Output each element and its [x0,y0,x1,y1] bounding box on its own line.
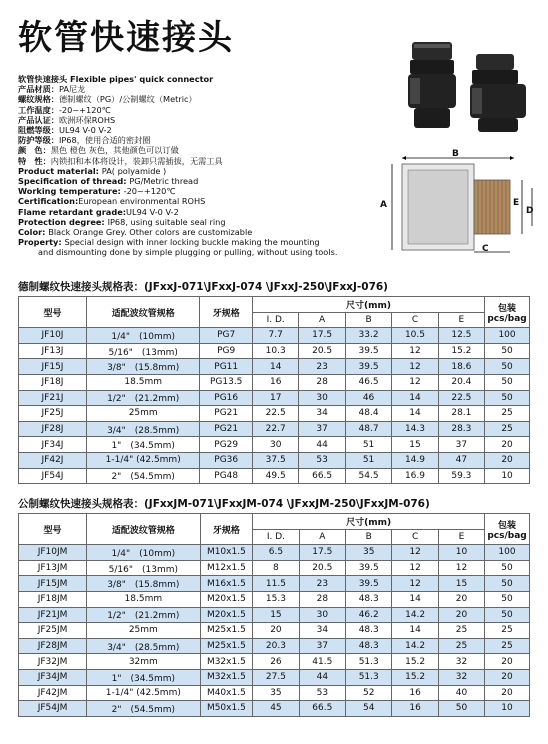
table-cell: JF21JM [19,607,87,623]
header-b: B [345,312,391,328]
table-cell: 50 [485,359,530,375]
table-cell: 16 [252,374,298,390]
table-cell: 15.2 [392,654,438,670]
spec-value: UL94 V-0 V-2 [58,125,112,136]
table-cell: 10 [438,545,484,561]
table-cell: JF25J [19,406,87,422]
table-cell: M25x1.5 [200,623,253,639]
spec-label: Product material: [18,165,102,176]
table-cell: 20 [438,607,484,623]
table2-title: 公制螺纹快速接头规格表：(JFxxJM-071\JFxxJM-074 \JFxxJM-250\JFxxJM-076) [18,498,430,510]
diagram-label-b: B [452,149,459,159]
table-cell: 46.2 [346,607,392,623]
table-cell: 25 [438,623,484,639]
table-cell: JF54JM [19,701,87,717]
spec-value: Special design with inner locking buckle making the mounting [64,237,320,248]
table-row [19,685,530,701]
diagram-label-c: C [482,244,489,254]
table-cell: M25x1.5 [200,638,253,654]
table-cell: 25mm [87,623,200,639]
table-cell: 10 [485,701,530,717]
table-cell: 20 [485,654,530,670]
table-cell: 10.3 [252,343,298,359]
table-cell: 3/8" (15.8mm) [86,359,199,375]
table-cell: 2" (54.5mm) [87,701,200,717]
table-cell: 3/4" (28.5mm) [86,421,199,437]
table-row [19,669,530,685]
table-row [19,591,530,607]
table-row [19,545,530,561]
table-cell: JF32JM [19,654,87,670]
table-cell: 17 [252,390,298,406]
table-row [19,437,530,453]
table-cell: 49.5 [252,468,298,484]
spec-row [18,247,358,257]
table-cell: 44 [299,437,345,453]
table-cell: 15 [392,437,438,453]
table-cell: 11.5 [253,576,299,592]
table-cell: 14.9 [392,452,438,468]
table-cell: 25mm [86,406,199,422]
table-cell: 32 [438,654,484,670]
table-row [19,638,530,654]
table-cell: JF28JM [19,638,87,654]
diagram-label-e: E [513,198,520,208]
spec-row [18,166,358,176]
spec-value: PA尼龙 [58,84,86,95]
spec-row [18,125,358,135]
table-cell: M32x1.5 [200,669,253,685]
table-cell: 20.3 [253,638,299,654]
table-cell: 34 [299,623,345,639]
spec-value: 德制螺纹（PG）/公制螺纹（Metric） [58,94,197,105]
spec-label: 颜 色： [18,145,51,156]
spec-value: 内锁扣和本体将设计，装卸只需插拔，无需工具 [50,155,223,166]
table-cell: 12 [392,560,438,576]
header-c: C [392,312,438,328]
table-cell: JF21J [19,390,87,406]
table-row [19,421,530,437]
table-cell: 100 [485,545,530,561]
table-row [19,701,530,717]
spec-row [18,135,358,145]
table-cell: 12 [438,560,484,576]
table-cell: 37 [299,638,345,654]
table-cell: PG48 [200,468,253,484]
spec-label: Certification: [18,196,79,207]
table-cell: JF13J [19,343,87,359]
table-cell: 39.5 [345,343,391,359]
table-cell: 50 [485,591,530,607]
table-cell: 50 [485,607,530,623]
table-cell: 1-1/4" (42.5mm) [86,452,199,468]
table-cell: PG11 [200,359,253,375]
spec-row [18,84,358,94]
header-e: E [438,312,484,328]
table-cell: 27.5 [253,669,299,685]
header-pack: 包装 pcs/bag [485,514,530,545]
table-cell: JF42J [19,452,87,468]
spec-row [18,145,358,155]
table-cell: 53 [299,685,345,701]
table-cell: 1/4" (10mm) [87,545,200,561]
spec-row [18,156,358,166]
table-cell: 51 [345,452,391,468]
table-cell: 20 [253,623,299,639]
table-cell: M10x1.5 [200,545,253,561]
table-cell: 15 [438,576,484,592]
table-cell: JF18JM [19,591,87,607]
table-cell: 48.7 [345,421,391,437]
table-cell: PG29 [200,437,253,453]
spec-value: 欧洲环保ROHS [58,114,116,125]
table-cell: 35 [253,685,299,701]
header-model: 型号 [19,514,87,545]
table1-title: 德制螺纹快速接头规格表：(JFxxJ-071\JFxxJ-074 \JFxxJ-250\JFxxJ-076) [18,281,388,293]
table-cell: JF34JM [19,669,87,685]
table-cell: 51.3 [346,669,392,685]
table-cell: 48.4 [345,406,391,422]
spec-value: and dismounting done by simple plugging or pulling, without using tools. [38,247,338,258]
table-cell: 22.5 [438,390,484,406]
table-cell: 17.5 [299,545,345,561]
header-hose: 适配波纹管规格 [86,297,199,328]
table-row [19,359,530,375]
spec-value: PG/Metric thread [129,176,199,187]
header-dims: 尺寸(mm) [253,514,485,530]
table2-body [19,545,530,717]
table-cell: 16 [392,701,438,717]
table-cell: 18.5mm [86,374,199,390]
table-cell: 45 [253,701,299,717]
spec-value: UL94 V-0 V-2 [126,206,179,217]
table-cell: 20.4 [438,374,484,390]
table-cell: 35 [346,545,392,561]
table-row [19,328,530,344]
spec-list [18,74,358,258]
table-cell: 17.5 [299,328,345,344]
table-cell: 14.2 [392,607,438,623]
table-cell: 20 [485,437,530,453]
table-cell: 34 [299,406,345,422]
spec-row [18,105,358,115]
table-cell: PG7 [200,328,253,344]
table-row [19,623,530,639]
table-cell: 12 [392,359,438,375]
table-cell: 100 [485,328,530,344]
spec-row [18,74,358,84]
table-cell: 28 [299,374,345,390]
table-cell: 18.6 [438,359,484,375]
table-cell: 12.5 [438,328,484,344]
header-thread: 牙规格 [200,514,253,545]
table-cell: 16 [392,685,438,701]
spec-label: 防护等级： [18,135,59,146]
table-cell: JF54J [19,468,87,484]
header-id: I. D. [253,529,299,545]
table-cell: 20 [485,452,530,468]
header-pack: 包装 pcs/bag [485,297,530,328]
table-cell: 23 [299,359,345,375]
table-cell: 22.7 [252,421,298,437]
table-cell: 44 [299,669,345,685]
spec-row [18,176,358,186]
table-cell: 28.1 [438,406,484,422]
header-c: C [392,529,438,545]
table-cell: 46.5 [345,374,391,390]
header-a: A [299,529,345,545]
table-cell: 3/4" (28.5mm) [87,638,200,654]
table-cell: 59.3 [438,468,484,484]
table-cell: 6.5 [253,545,299,561]
table-cell: 39.5 [345,359,391,375]
spec-label: 产品材质： [18,84,59,95]
table-cell: 15.2 [438,343,484,359]
spec-row [18,186,358,196]
spec-value: 黑色 橙色 灰色，其他颜色可以订做 [50,145,179,156]
table-cell: 14 [392,390,438,406]
spec-label: 螺纹规格： [18,94,59,105]
table-cell: 20 [438,591,484,607]
product-photo [400,38,540,136]
table-cell: 30 [299,390,345,406]
table-cell: 30 [252,437,298,453]
table-cell: 12 [392,545,438,561]
table-cell: 22.5 [252,406,298,422]
table-cell: 12 [392,576,438,592]
table-cell: 14.3 [392,421,438,437]
table-cell: 16.9 [392,468,438,484]
table-cell: 50 [485,343,530,359]
spec-row [18,196,358,206]
table-row [19,654,530,670]
table-row [19,374,530,390]
table-cell: 66.5 [299,468,345,484]
table-cell: 50 [485,560,530,576]
table-cell: 2" (54.5mm) [86,468,199,484]
table-cell: 28 [299,591,345,607]
header-a: A [299,312,345,328]
spec-value: IP68，使用合适的密封圈 [58,135,151,146]
table-cell: M40x1.5 [200,685,253,701]
header-thread: 牙规格 [200,297,253,328]
table-cell: JF18J [19,374,87,390]
table-cell: PG13.5 [200,374,253,390]
table-cell: M16x1.5 [200,576,253,592]
table-cell: 51.3 [346,654,392,670]
spec-value: IP68, using suitable seal ring [107,216,226,227]
table-cell: 51 [345,437,391,453]
table-cell: M32x1.5 [200,654,253,670]
spec-label: Color: [18,227,49,238]
spec-label: Protection degree: [18,216,108,227]
table-cell: 1-1/4" (42.5mm) [87,685,200,701]
table-cell: 12 [392,343,438,359]
spec-row [18,115,358,125]
table-cell: 25 [485,623,530,639]
table-cell: 37 [438,437,484,453]
table-cell: 33.2 [345,328,391,344]
spec-value: European environmental ROHS [78,196,206,207]
table-row [19,560,530,576]
table-cell: PG21 [200,406,253,422]
spec-label: Property: [18,237,65,248]
table-cell: 20.5 [299,560,345,576]
table-cell: 1/4" (10mm) [86,328,199,344]
table-cell: 40 [438,685,484,701]
table-cell: 39.5 [346,576,392,592]
table-cell: M20x1.5 [200,591,253,607]
header-id: I. D. [252,312,298,328]
header-hose: 适配波纹管规格 [87,514,200,545]
table-cell: JF25JM [19,623,87,639]
table-cell: 50 [485,576,530,592]
table-cell: 23 [299,576,345,592]
table-cell: 41.5 [299,654,345,670]
table-cell: 14 [252,359,298,375]
table-cell: 32mm [87,654,200,670]
table-row [19,607,530,623]
table-cell: 3/8" (15.8mm) [87,576,200,592]
table2 [18,513,530,717]
spec-row [18,227,358,237]
table-cell: 50 [485,390,530,406]
table-cell: 20.5 [299,343,345,359]
spec-row [18,207,358,217]
spec-value: Black Orange Grey. Other colors are customizable [48,227,253,238]
spec-row [18,94,358,104]
table-cell: 28.3 [438,421,484,437]
table-cell: M50x1.5 [200,701,253,717]
table-cell: 20 [485,669,530,685]
table-cell: 26 [253,654,299,670]
table-cell: 15.3 [253,591,299,607]
table-cell: 25 [485,638,530,654]
spec-value: -20~+120℃ [123,186,176,197]
table-cell: 1/2" (21.2mm) [86,390,199,406]
header-model: 型号 [19,297,87,328]
table-cell: 48.3 [346,591,392,607]
spec-value: -20~+120℃ [58,104,111,115]
header-e: E [438,529,484,545]
page-title: 软管快速接头 [18,18,234,58]
diagram-label-a: A [380,200,387,210]
table-cell: 7.7 [252,328,298,344]
table-cell: 30 [299,607,345,623]
table-cell: 47 [438,452,484,468]
table-row [19,468,530,484]
table-cell: JF34J [19,437,87,453]
table-cell: 1" (34.5mm) [86,437,199,453]
table-cell: JF15JM [19,576,87,592]
table-cell: 50 [438,701,484,717]
table-cell: JF13JM [19,560,87,576]
table-row [19,390,530,406]
table-cell: 46 [345,390,391,406]
table-cell: 25 [485,406,530,422]
spec-label: 特 性： [18,155,51,166]
table-row [19,343,530,359]
table-cell: 20 [485,685,530,701]
table-row [19,576,530,592]
spec-row [18,237,358,247]
table-cell: 66.5 [299,701,345,717]
table-cell: JF15J [19,359,87,375]
connector-right-image [470,54,526,132]
table-cell: 54 [346,701,392,717]
spec-label: Specification of thread: [18,176,130,187]
table-cell: 12 [392,374,438,390]
table-cell: 48.3 [346,623,392,639]
spec-label: Flame retardant grade: [18,206,127,217]
table-cell: 25 [485,421,530,437]
table-row [19,406,530,422]
table-cell: 52 [346,685,392,701]
table-cell: 10 [485,468,530,484]
table-cell: 54.5 [345,468,391,484]
table-cell: 37.5 [252,452,298,468]
table-cell: 10.5 [392,328,438,344]
table-cell: 37 [299,421,345,437]
table-cell: 5/16" (13mm) [87,560,200,576]
spec-label: 阻燃等级： [18,125,59,136]
table-cell: 48.3 [346,638,392,654]
table-cell: 15 [253,607,299,623]
table-cell: PG21 [200,421,253,437]
spec-label: 软管快速接头 Flexible pipes' quick connector [18,74,214,84]
table-cell: 53 [299,452,345,468]
table-cell: JF10J [19,328,87,344]
table-cell: JF42JM [19,685,87,701]
spec-label: 产品认证： [18,114,59,125]
header-dims: 尺寸(mm) [252,297,484,313]
table-cell: 18.5mm [87,591,200,607]
table-cell: JF10JM [19,545,87,561]
table-cell: M20x1.5 [200,607,253,623]
table1 [18,296,530,484]
table-cell: 14.2 [392,638,438,654]
table-cell: 8 [253,560,299,576]
table-cell: 14 [392,591,438,607]
table-cell: 25 [438,638,484,654]
connector-left-image [408,42,456,128]
table-cell: 32 [438,669,484,685]
table-cell: 1/2" (21.2mm) [87,607,200,623]
table-cell: 1" (34.5mm) [87,669,200,685]
header-b: B [346,529,392,545]
table-cell: 50 [485,374,530,390]
table-cell: JF28J [19,421,87,437]
table1-body [19,328,530,484]
table-cell: 14 [392,406,438,422]
table-cell: M12x1.5 [200,560,253,576]
table-row [19,452,530,468]
spec-value: PA( polyamide ) [101,165,167,176]
table-cell: 14 [392,623,438,639]
table-cell: PG36 [200,452,253,468]
spec-row [18,217,358,227]
table-cell: 5/16" (13mm) [86,343,199,359]
table-cell: 15.2 [392,669,438,685]
diagram-label-d: D [526,206,534,216]
table-cell: PG16 [200,390,253,406]
table-cell: 39.5 [346,560,392,576]
table-cell: PG9 [200,343,253,359]
spec-label: Working temperature: [18,186,124,197]
spec-label: 工作温度： [18,104,59,115]
